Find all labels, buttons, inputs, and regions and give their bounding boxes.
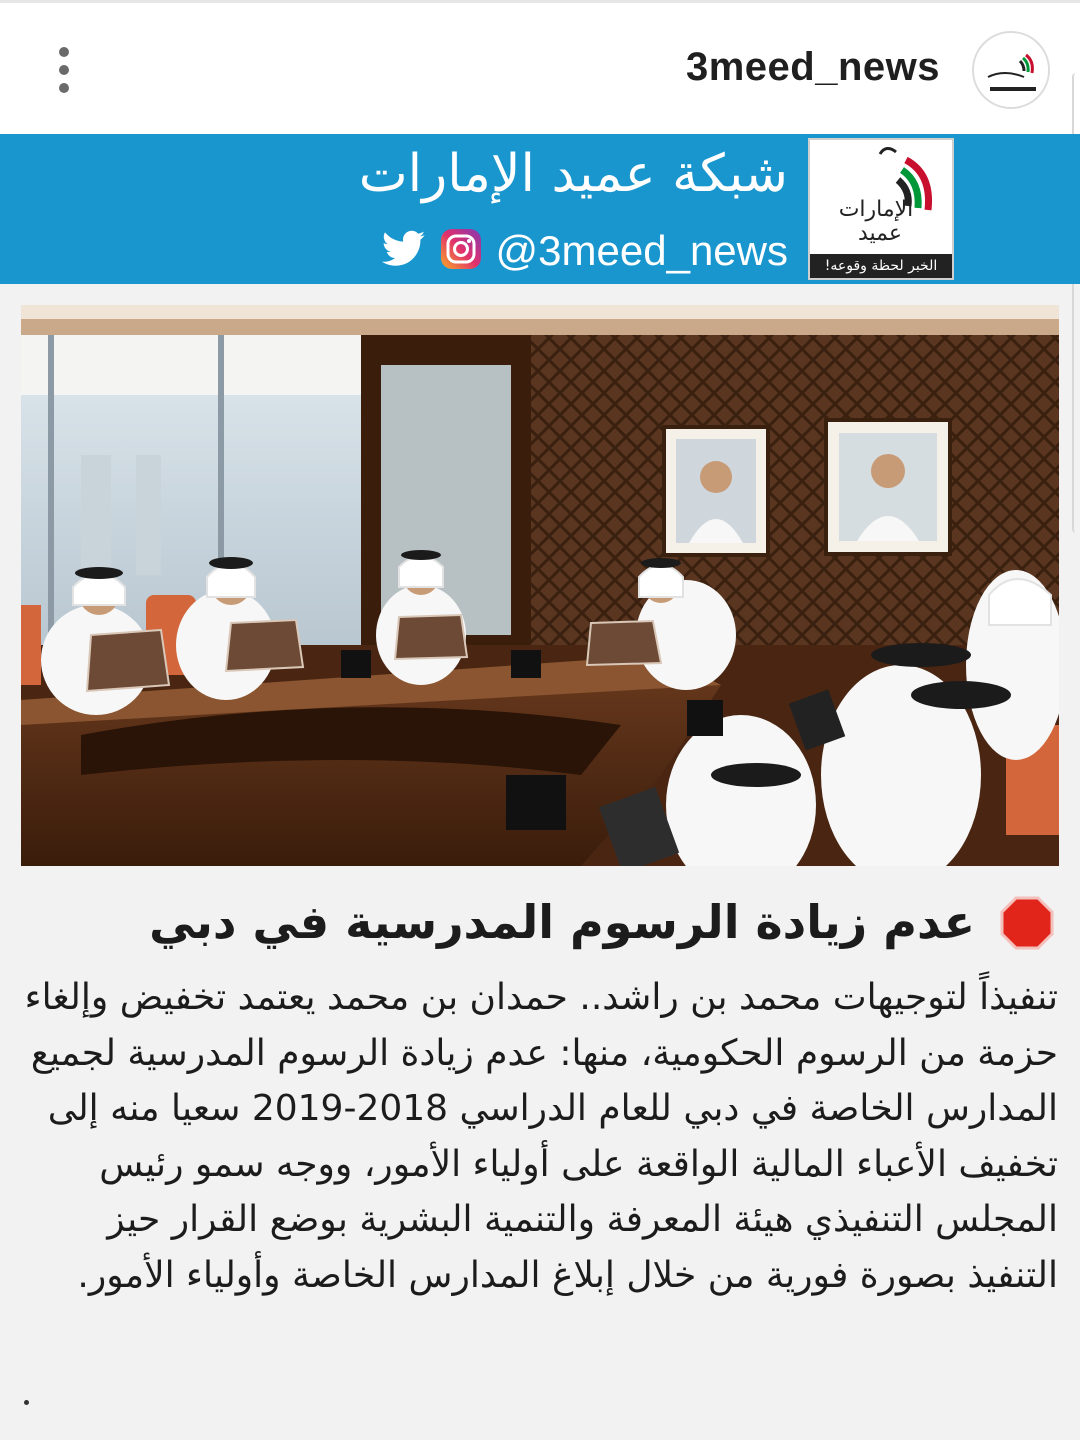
post-photo[interactable] (21, 305, 1059, 866)
banner-handle: @3meed_news (495, 227, 788, 274)
app-header (0, 0, 1080, 134)
banner-social-row (382, 228, 788, 274)
post-body: تنفيذاً لتوجيهات محمد بن راشد.. حمدان بن محمد يعتمد تخفيض وإلغاء حزمة من الرسوم الحكومية، منها: عدم زيادة الرسوم المدرسية لجميع المدارس الخاصة في دبي للعام الدراسي 2018-2019 سعيا منه إلى تخفيف الأعباء المالية الواقعة على أولياء الأمور، ووجه سمو رئيس المجلس التنفيذي هيئة المعرفة والتنمية البشرية بوضع القرار حيز التنفيذ بصورة فورية من خلال إبلاغ المدارس الخاصة وأولياء الأمور. (24, 977, 1058, 1296)
stop-sign-icon (1000, 896, 1054, 950)
brand-logo (808, 138, 954, 280)
svg-text:عميد: عميد (857, 221, 903, 246)
instagram-icon (440, 228, 482, 274)
more-options-icon[interactable] (50, 47, 78, 93)
logo-tagline: الخبر لحظة وقوعه! (810, 254, 952, 278)
banner-title: شبكة عميد الإمارات (358, 144, 788, 204)
avatar[interactable] (972, 31, 1050, 109)
post-headline: عدم زيادة الرسوم المدرسية في دبي (149, 895, 975, 949)
svg-text:الإمارات: الإمارات (838, 197, 914, 222)
news-banner (0, 134, 1080, 284)
twitter-icon (382, 230, 426, 272)
account-username[interactable]: 3meed_news (685, 45, 940, 89)
bullet-dot (24, 1400, 29, 1405)
